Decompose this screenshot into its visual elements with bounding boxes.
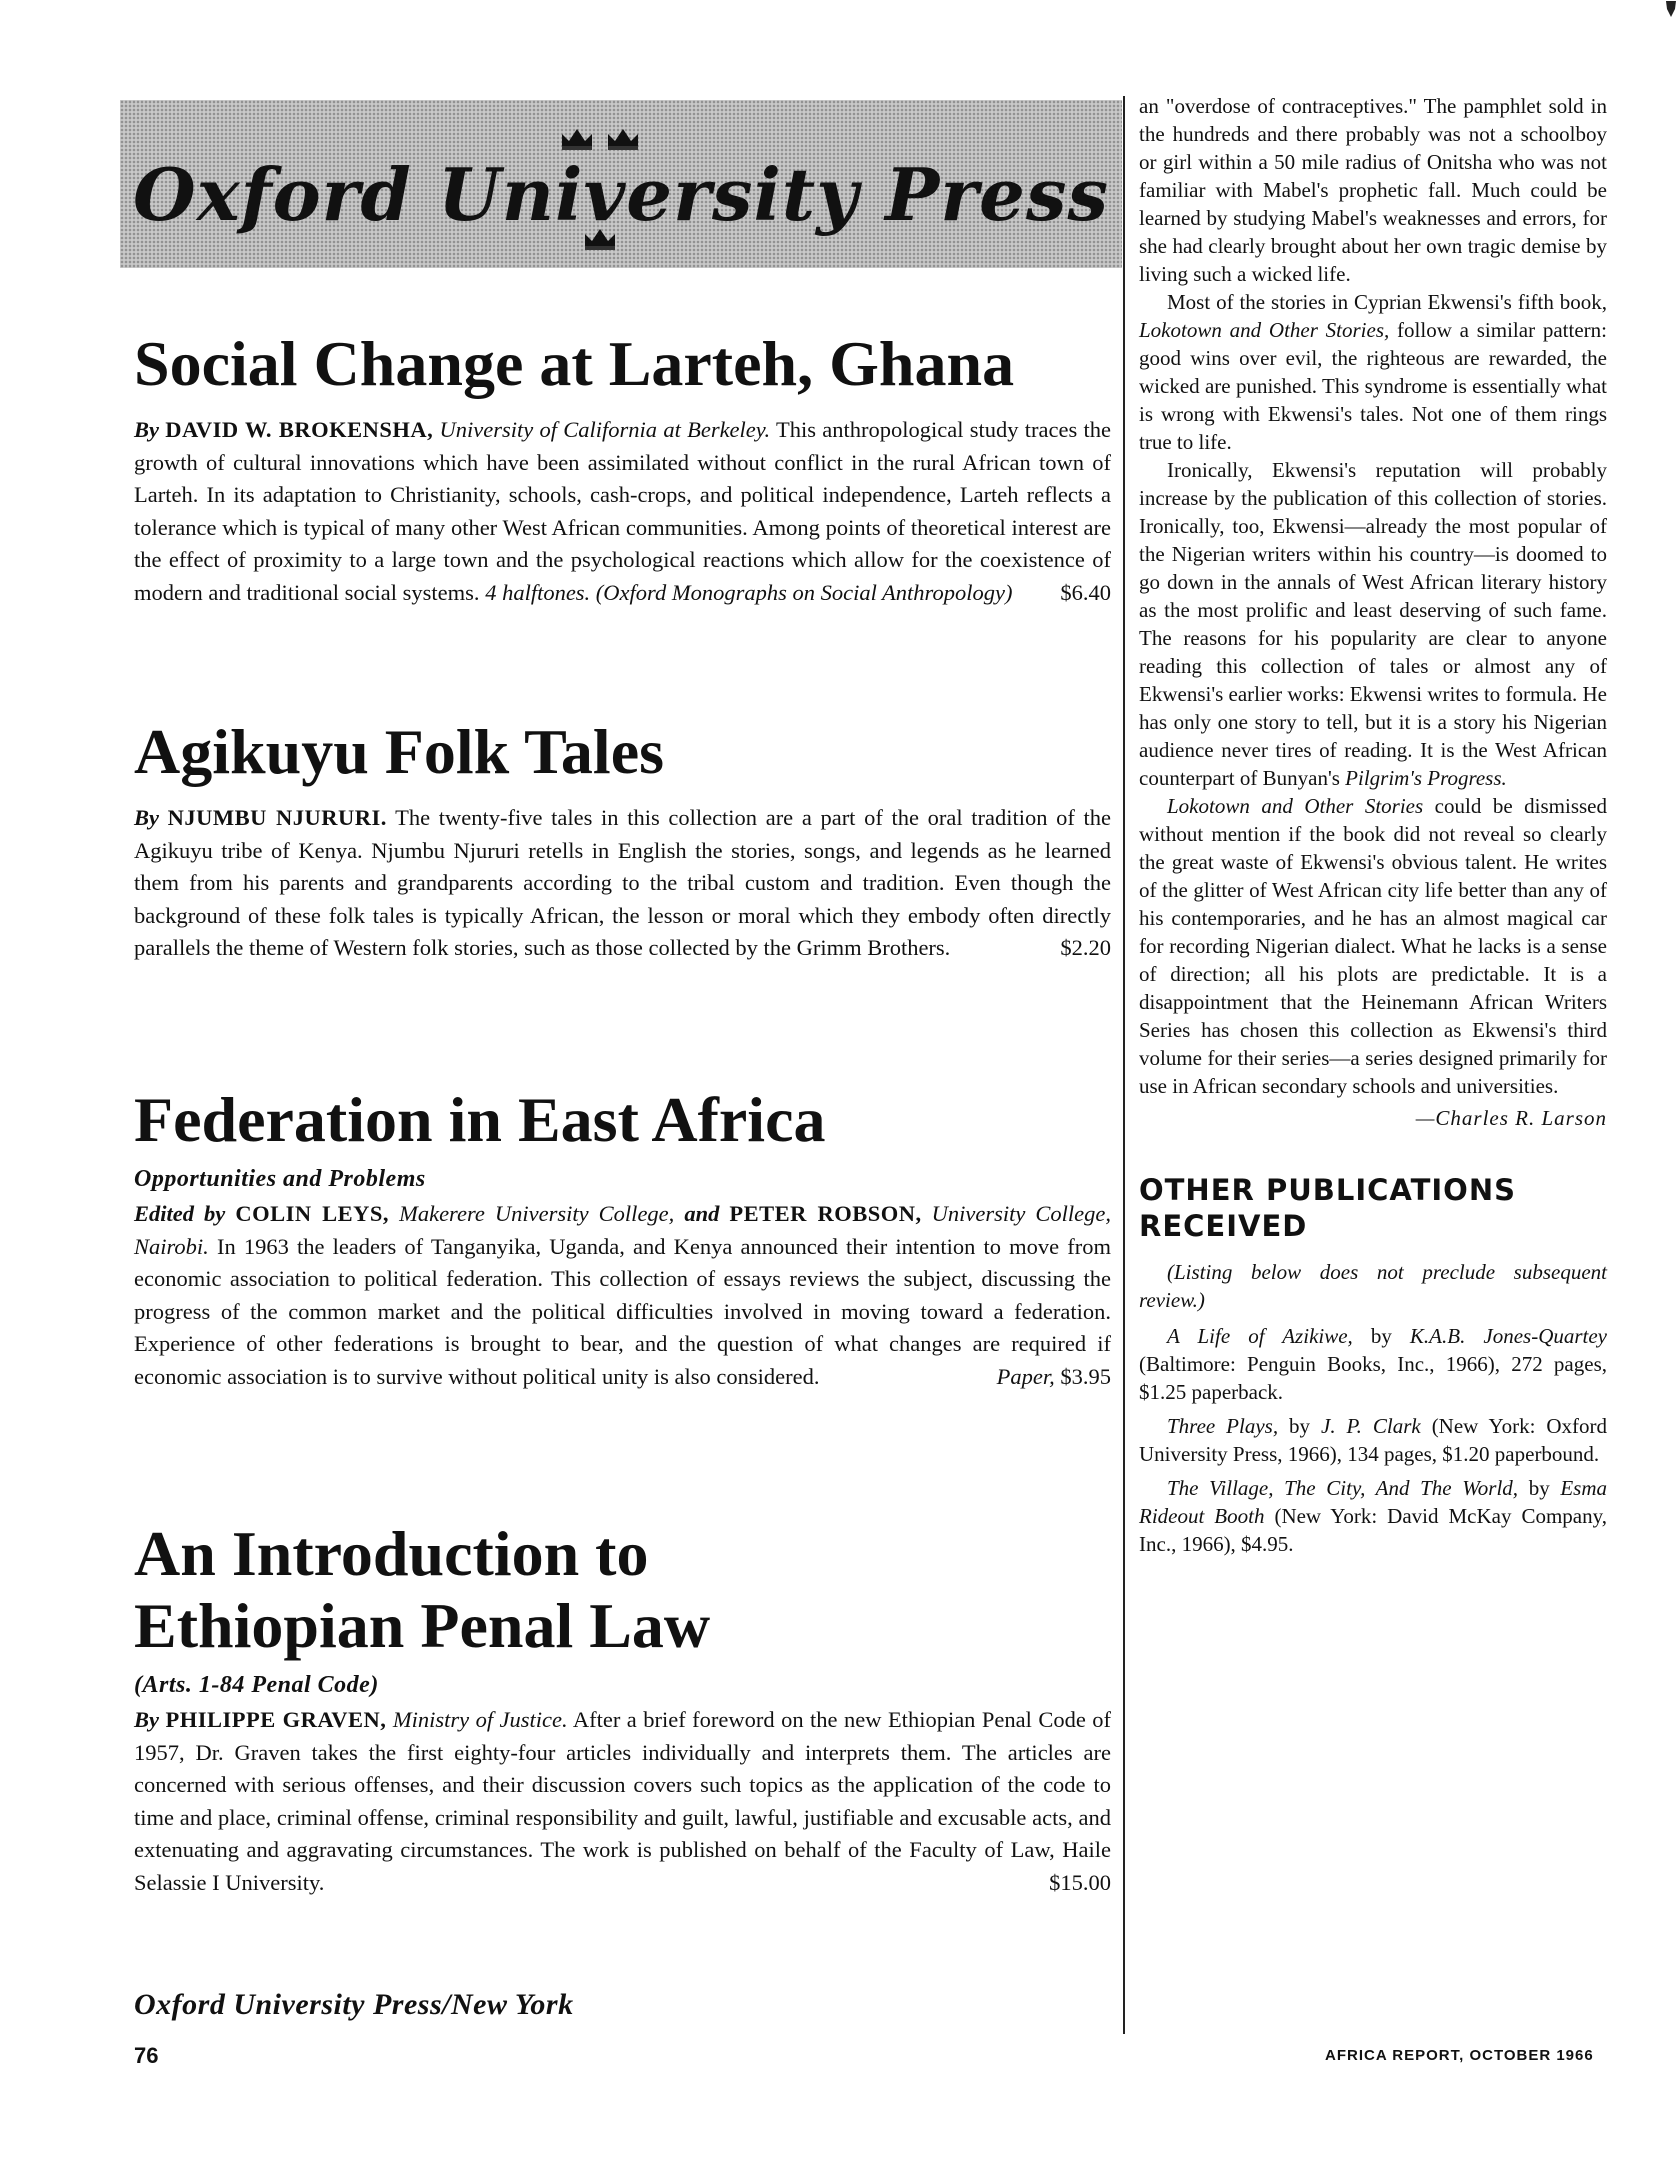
price [997, 1361, 1111, 1394]
book-description [134, 414, 1111, 609]
book-entry [134, 716, 1111, 965]
book-title-ref: Lokotown and Other Stories, [1139, 318, 1390, 342]
by-label: Edited by [134, 1201, 226, 1226]
book-description [134, 802, 1111, 965]
publication-entry [1139, 1322, 1607, 1406]
and-label: and [684, 1201, 720, 1226]
book-title-ref: Pilgrim's Progress. [1345, 766, 1507, 790]
publication-entry [1139, 1474, 1607, 1558]
publication-details: (New York: Oxford University Press, 1966), 134 pages, $1.20 paperbound. [1139, 1414, 1608, 1466]
publication-details: (Baltimore: Penguin Books, Inc., 1966), 272 pages, $1.25 paperback. [1139, 1352, 1607, 1404]
price: $15.00 [1049, 1869, 1111, 1895]
price-prefix: Paper, [996, 1363, 1055, 1389]
publication-title: The Village, The City, And The World, [1167, 1476, 1519, 1500]
review-signature: —Charles R. Larson [1415, 1106, 1607, 1130]
other-publications-heading: OTHER PUBLICATIONS RECEIVED [1139, 1173, 1516, 1243]
author-name: NJUMBU NJURURI. [167, 805, 387, 830]
review-text: follow a similar pattern: good wins over evil, the righteous are rewarded, the wicked are punished. This syndrome is essentially what is wrong with Ekwensi's tales. Not one of them rings true to life. [1139, 318, 1607, 454]
book-title: Social Change at Larteh, Ghana [134, 328, 1015, 399]
by-label: By [134, 417, 159, 442]
by-label: by [1289, 1414, 1311, 1438]
book-title-ref: Lokotown and Other Stories [1167, 794, 1424, 818]
author-affiliation: Makerere University College, [399, 1201, 675, 1226]
publication-title: Three Plays, [1167, 1414, 1279, 1438]
oxford-advertisement [134, 100, 1111, 2060]
publisher-line: Oxford University Press/New York [134, 1988, 574, 2021]
description-text: In 1963 the leaders of Tanganyika, Uganda, and Kenya announced their intention to move from economic association to political federation. This collection of essays reviews the subject, discussing the progress of the common market and the political difficulties involved in moving toward a federation. Experience of other federations is brought to bear, and the question of what changes are required if economic association is to survive without political unity is also considered. [134, 1233, 1112, 1389]
oxford-banner [120, 100, 1122, 268]
description-text: This anthropological study traces the growth of cultural innovations which have been assimilated without conflict in the rural African town of Larteh. In its adaptation to Christianity, schools, cash-crops, and political independence, Larteh reflects a tolerance which is typical of many other West African communities. Among points of theoretical interest are the effect of proximity to a large town and the psychological reactions which allow for the coexistence of modern and traditional social systems. [134, 417, 1112, 605]
publication-author: J. P. Clark [1321, 1414, 1421, 1438]
review-paragraph: an "overdose of contraceptives." The pamphlet sold in the hundreds and there probably was not a schoolboy or girl within a 50 mile radius of Onitsha who was not familiar with Mabel's prophetic fall. Much could be learned by studying Mabel's weaknesses and errors, for she had clearly brought about her own tragic demise by living such a wicked life. [1139, 94, 1607, 286]
page-number: 76 [134, 2043, 159, 2068]
book-entry [134, 328, 1111, 609]
description-text: After a brief foreword on the new Ethiopian Penal Code of 1957, Dr. Graven takes the first eighty-four articles individually and interprets them. The articles are concerned with serious offenses, and their discussion covers such topics as the application of the code to time and place, criminal offense, criminal responsibility and guilt, lawful, justifiable and excusable acts, and extenuating and aggravating circumstances. The work is published on behalf of the Faculty of Law, Haile Selassie I University. [134, 1707, 1112, 1895]
publication-details: (New York: David McKay Company, Inc., 1966), $4.95. [1139, 1504, 1607, 1556]
book-subtitle: Opportunities and Problems [134, 1166, 426, 1192]
review-text: could be dismissed without mention if the book did not reveal so clearly the great waste of Ekwensi's obvious talent. He writes of the glitter of West African city life better than any of his contemporaries, and he has an almost magical car for recording Nigerian dialect. What he lacks is a sense of direction; all his plots are predictable. It is a disappointment that the Heinemann African Writers Series has chosen this collection as Ekwensi's third volume for their series—a series designed primarily for use in African secondary schools and universities. [1139, 794, 1607, 1098]
author-affiliation: University College, Nairobi. [134, 1201, 1112, 1259]
book-title: Federation in East Africa [134, 1084, 826, 1155]
review-paragraph [1139, 288, 1607, 456]
publication-author: Esma Rideout Booth [1139, 1476, 1607, 1528]
banner-title: Oxford University Press [132, 152, 1110, 237]
price: $6.40 [1060, 579, 1111, 605]
by-label: by [1528, 1476, 1550, 1500]
publication-entry [1139, 1412, 1607, 1468]
review-text: Most of the stories in Cyprian Ekwensi's fifth book, [1167, 290, 1607, 314]
description-text: The twenty-five tales in this collection are a part of the oral tradition of the Agikuyu tribe of Kenya. Njumbu Njururi retells in English the stories, songs, and legends as he learned them from his parents and grandparents according to the tribal custom and tradition. Even though the background of these folk tales is typically African, the lesson or moral which they embody often directly parallels the theme of Western folk stories, such as those collected by the Grimm Brothers. [134, 805, 1111, 960]
book-title: Agikuyu Folk Tales [134, 716, 664, 787]
author-name: DAVID W. BROKENSHA, [165, 417, 434, 442]
running-footer: AFRICA REPORT, OCTOBER 1966 [1325, 2047, 1594, 2064]
author-name: PHILIPPE GRAVEN, [165, 1707, 387, 1732]
crown-icon [606, 126, 640, 152]
column-divider [1123, 96, 1125, 2034]
author-name: COLIN LEYS, [235, 1201, 390, 1226]
book-title: An Introduction to Ethiopian Penal Law [134, 1518, 711, 1661]
review-paragraph [1139, 792, 1607, 1100]
author-affiliation: Ministry of Justice. [392, 1707, 568, 1732]
corner-mark-icon [1664, 0, 1678, 18]
crown-icon [560, 126, 594, 152]
price-value: $3.95 [1060, 1363, 1111, 1389]
publication-author: K.A.B. Jones-Quartey [1409, 1324, 1608, 1348]
by-label: by [1370, 1324, 1392, 1348]
by-label: By [134, 805, 159, 830]
author-affiliation: University of California at Berkeley. [439, 417, 771, 442]
series-note: 4 halftones. (Oxford Monographs on Social Anthropology) [485, 579, 1013, 605]
right-column [1139, 92, 1607, 1558]
price: $2.20 [1060, 935, 1111, 960]
publication-title: A Life of Azikiwe, [1167, 1324, 1353, 1348]
book-entry [134, 1084, 1111, 1393]
by-label: By [134, 1707, 159, 1732]
book-subtitle: (Arts. 1-84 Penal Code) [134, 1672, 379, 1698]
review-text: Ironically, Ekwensi's reputation will probably increase by the publication of this collection of stories. Ironically, too, Ekwensi—already the most popular of the Nigerian writers within his country—is doomed to go down in the annals of West African literary history as the most prolific and least deserving of such fame. The reasons for his popularity are clear to anyone reading this collection of tales or almost any of Ekwensi's earlier works: Ekwensi writes to formula. He has only one story to tell, but it is a story his Nigerian audience never tires of reading. It is the West African counterpart of Bunyan's [1139, 458, 1607, 790]
author-name: PETER ROBSON, [729, 1201, 922, 1226]
other-publications-note: (Listing below does not preclude subsequent review.) [1139, 1260, 1607, 1312]
book-entry [134, 1518, 1111, 1899]
book-description [134, 1704, 1111, 1899]
book-description [134, 1198, 1111, 1393]
review-paragraph [1139, 456, 1607, 792]
